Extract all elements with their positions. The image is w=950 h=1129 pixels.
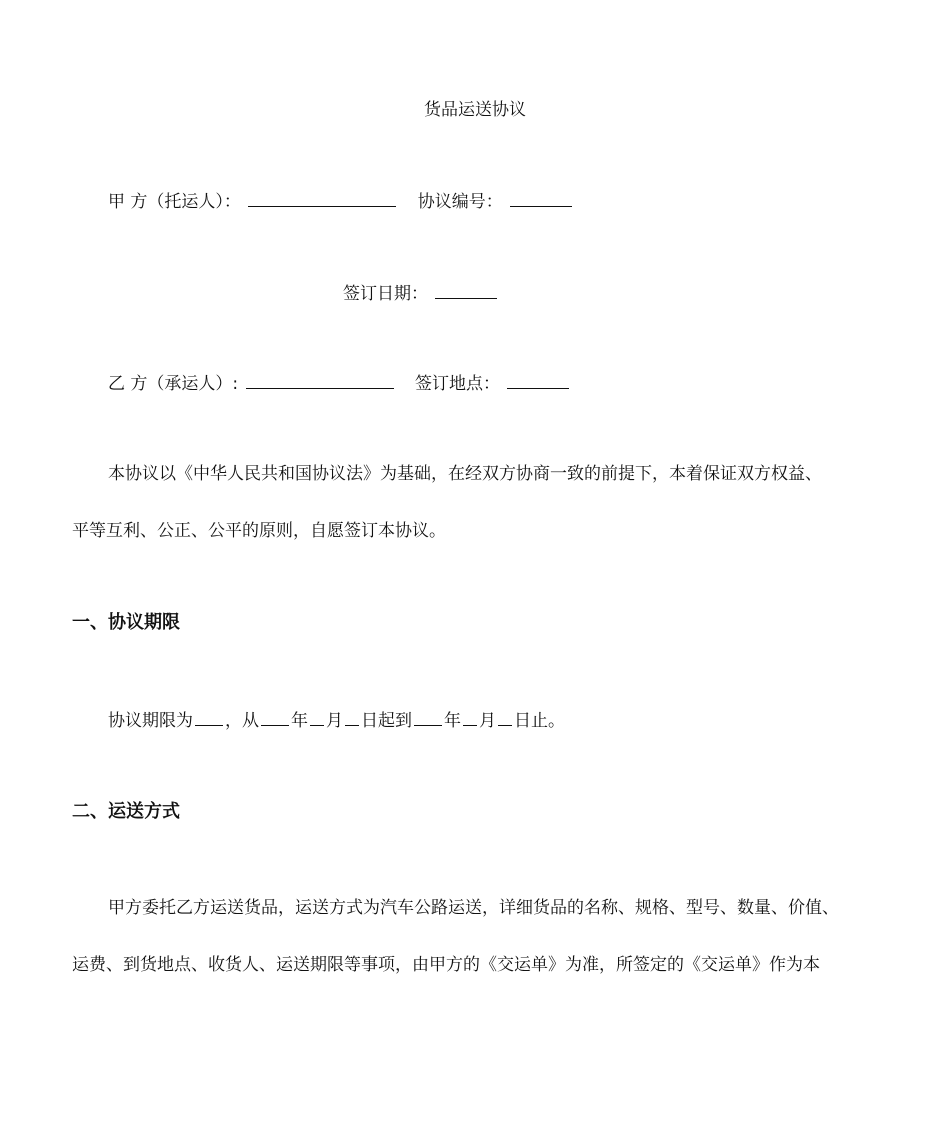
sign-place-blank [507,370,569,389]
term-text-5: 日起到 [361,711,412,731]
start-month-blank [310,707,324,726]
end-day-blank [498,707,512,726]
term-text-8: 日止。 [514,711,565,731]
term-text-4: 月 [326,711,343,731]
end-month-blank [463,707,477,726]
term-duration-blank [195,707,223,726]
term-text-6: 年 [444,711,461,731]
start-year-blank [261,707,289,726]
section1-heading: 一、协议期限 [72,612,180,633]
agreement-no-blank [510,188,572,207]
section2-paragraph-line1: 甲方委托乙方运送货品，运送方式为汽车公路运送，详细货品的名称、规格、型号、数量、价值、 [108,898,839,918]
sign-date-blank [435,280,497,299]
party-a-blank [248,188,396,207]
sign-date-row [343,280,499,306]
term-text-2: ，从 [225,711,259,731]
section2-paragraph-line2: 运费、到货地点、收货人、运送期限等事项，由甲方的《交运单》为准，所签定的《交运单》作为本 [72,955,820,975]
sign-date-label: 签订日期： [343,284,428,304]
intro-paragraph-line1: 本协议以《中华人民共和国协议法》为基础，在经双方协商一致的前提下，本着保证双方权益、 [108,464,822,484]
term-text-1: 协议期限为 [108,711,193,731]
section2-heading: 二、运送方式 [72,801,180,822]
end-year-blank [414,707,442,726]
term-text-7: 月 [479,711,496,731]
document-title: 货品运送协议 [424,100,526,120]
party-b-label: 乙 方（承运人）: [108,374,239,394]
party-b-row [108,370,571,396]
party-a-row [108,188,574,214]
sign-place-label: 签订地点： [414,374,500,394]
agreement-no-label: 协议编号： [417,192,503,212]
party-b-blank [246,370,394,389]
intro-paragraph-line2: 平等互利、公正、公平的原则，自愿签订本协议。 [72,521,446,541]
start-day-blank [345,707,359,726]
section1-text [108,707,565,733]
party-a-label: 甲 方（托运人）： [108,192,241,212]
term-text-3: 年 [291,711,308,731]
